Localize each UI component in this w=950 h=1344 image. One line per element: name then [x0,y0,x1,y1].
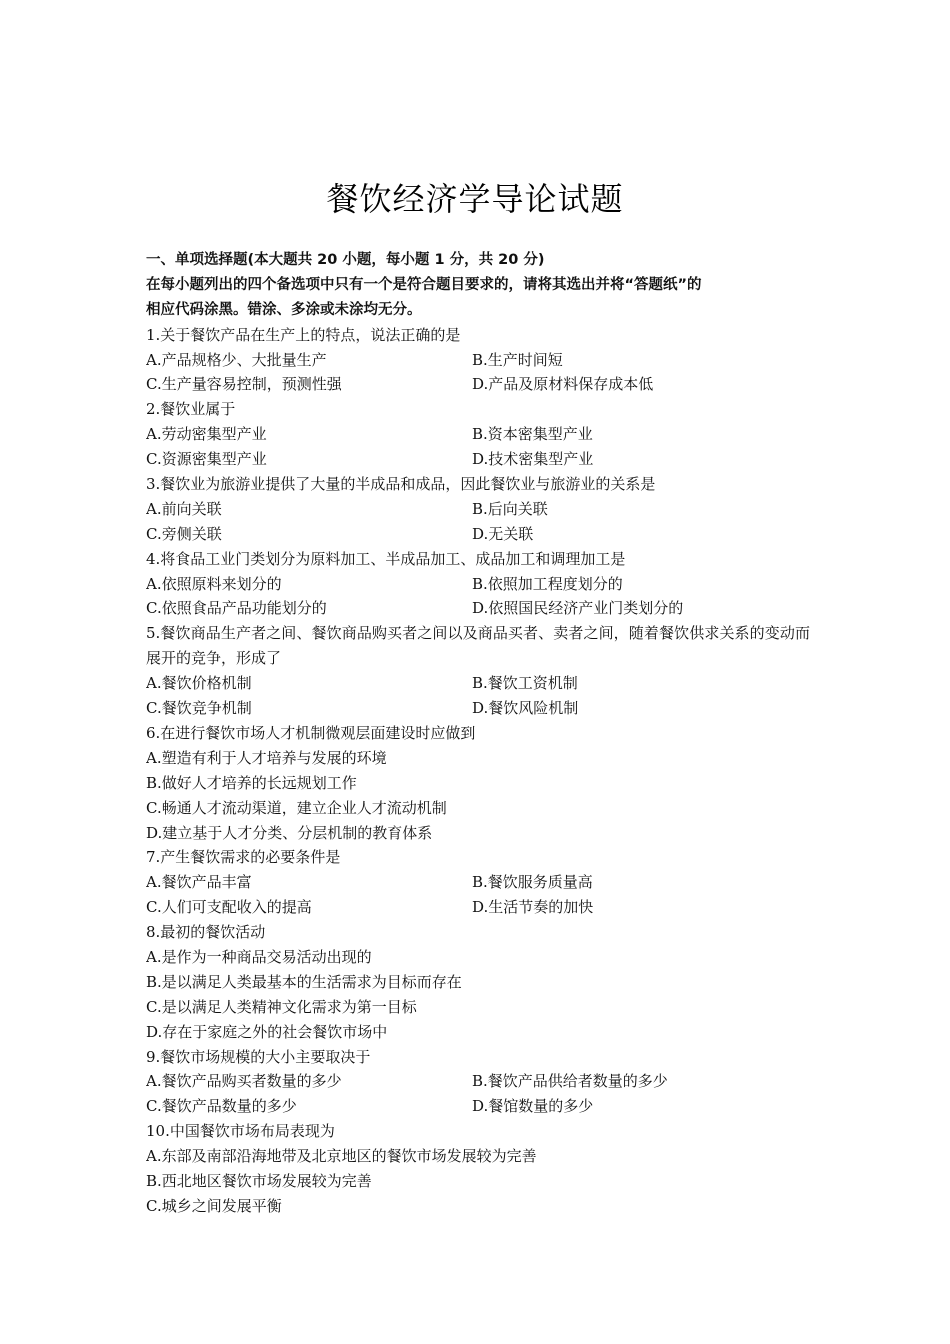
question-6 [146,721,810,845]
option-d: D.产品及原材料保存成本低 [472,375,654,394]
option-b: B.后向关联 [472,499,548,518]
option-a: A.产品规格少、大批量生产 [146,350,327,369]
option-d: D.存在于家庭之外的社会餐饮市场中 [146,1022,388,1041]
option-c: C.餐饮竞争机制 [146,699,252,718]
option-d: D.无关联 [472,524,534,543]
section-heading: 一、单项选择题(本大题共 20 小题，每小题 1 分，共 20 分) [146,252,545,268]
option-b: B.依照加工程度划分的 [472,574,623,593]
option-a: A.餐饮产品丰富 [146,873,252,892]
question-stem: 6.在进行餐饮市场人才机制微观层面建设时应做到 [146,723,476,742]
option-row [146,372,810,397]
option-row [146,572,810,597]
question-2 [146,397,810,472]
question-stem: 9.餐饮市场规模的大小主要取决于 [146,1047,371,1066]
option-a: A.塑造有利于人才培养与发展的环境 [146,748,387,767]
option-row [146,522,810,547]
option-c: C.资源密集型产业 [146,450,267,469]
question-5 [146,621,810,721]
question-10 [146,1119,810,1219]
option-row [146,348,810,373]
option-row [146,870,810,895]
option-d: D.依照国民经济产业门类划分的 [472,599,684,618]
option-row [146,596,810,621]
option-b: B.是以满足人类最基本的生活需求为目标而存在 [146,972,462,991]
option-row [146,1069,810,1094]
section-instructions-line-2: 相应代码涂黑。错涂、多涂或未涂均无分。 [146,301,422,318]
option-row [146,696,810,721]
option-a: A.劳动密集型产业 [146,425,267,444]
option-c: C.餐饮产品数量的多少 [146,1097,297,1116]
question-stem: 5.餐饮商品生产者之间、餐饮商品购买者之间以及商品买者、卖者之间，随着餐饮供求关系的变动而展开的竞争，形成了 [146,624,810,668]
option-c: C.人们可支配收入的提高 [146,898,312,917]
question-stem: 7.产生餐饮需求的必要条件是 [146,848,341,867]
question-stem: 8.最初的餐饮活动 [146,923,266,942]
page-title: 餐饮经济学导论试题 [326,180,624,218]
exam-content [146,248,810,1219]
option-c: C.旁侧关联 [146,524,222,543]
option-d: D.餐馆数量的多少 [472,1097,594,1116]
option-c: C.依照食品产品功能划分的 [146,599,327,618]
option-a: A.是作为一种商品交易活动出现的 [146,947,372,966]
option-b: B.资本密集型产业 [472,425,593,444]
option-row [146,895,810,920]
option-c: C.畅通人才流动渠道，建立企业人才流动机制 [146,798,447,817]
question-7 [146,845,810,920]
question-1 [146,323,810,398]
option-b: B.餐饮工资机制 [472,674,578,693]
option-b: B.餐饮产品供给者数量的多少 [472,1072,668,1091]
question-stem: 4.将食品工业门类划分为原料加工、半成品加工、成品加工和调理加工是 [146,549,626,568]
option-d: D.餐饮风险机制 [472,699,579,718]
option-d: D.建立基于人才分类、分层机制的教育体系 [146,823,433,842]
section-instructions-line-1: 在每小题列出的四个备选项中只有一个是符合题目要求的，请将其选出并将“答题纸”的 [146,276,702,293]
option-d: D.生活节奏的加快 [472,898,594,917]
option-row [146,671,810,696]
question-stem: 2.餐饮业属于 [146,400,236,419]
option-row [146,422,810,447]
question-stem: 10.中国餐饮市场布局表现为 [146,1122,335,1141]
option-c: C.是以满足人类精神文化需求为第一目标 [146,997,417,1016]
question-stem: 1.关于餐饮产品在生产上的特点，说法正确的是 [146,325,461,344]
option-a: A.前向关联 [146,499,222,518]
question-4 [146,547,810,622]
option-a: A.餐饮产品购买者数量的多少 [146,1072,342,1091]
option-a: A.东部及南部沿海地带及北京地区的餐饮市场发展较为完善 [146,1147,537,1166]
option-b: B.做好人才培养的长远规划工作 [146,773,357,792]
option-c: C.城乡之间发展平衡 [146,1196,282,1215]
option-row [146,1094,810,1119]
question-stem: 3.餐饮业为旅游业提供了大量的半成品和成品，因此餐饮业与旅游业的关系是 [146,475,656,494]
option-c: C.生产量容易控制，预测性强 [146,375,342,394]
question-3 [146,472,810,547]
question-8 [146,920,810,1044]
option-b: B.生产时间短 [472,350,563,369]
option-a: A.餐饮价格机制 [146,674,252,693]
option-b: B.西北地区餐饮市场发展较为完善 [146,1171,372,1190]
option-row [146,497,810,522]
option-b: B.餐饮服务质量高 [472,873,593,892]
option-row [146,447,810,472]
option-a: A.依照原料来划分的 [146,574,282,593]
option-d: D.技术密集型产业 [472,450,594,469]
question-9 [146,1045,810,1120]
